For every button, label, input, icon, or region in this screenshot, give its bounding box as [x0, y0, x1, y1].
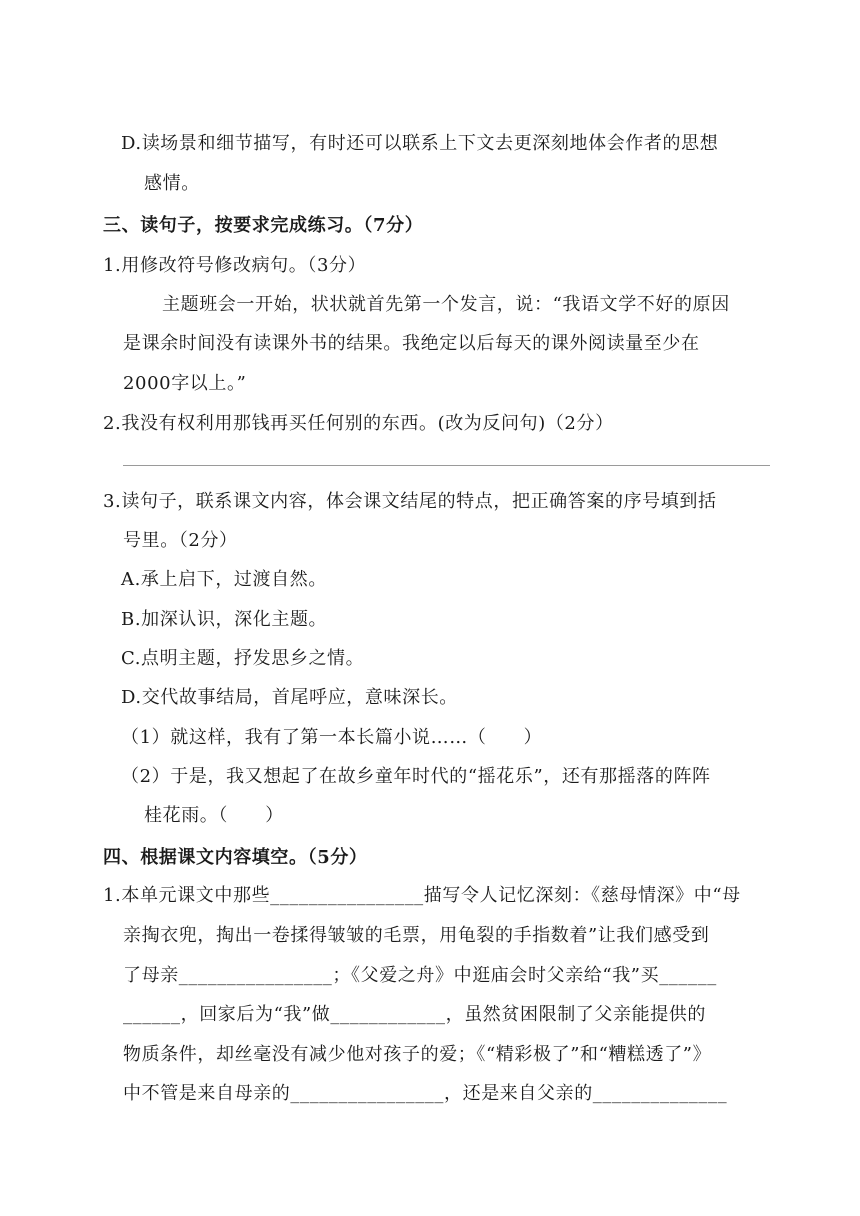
fill-blank-line2: 亲掏衣兜，掏出一卷揉得皱皱的毛票，用龟裂的手指数着”让我们感受到 — [123, 925, 710, 946]
fill-blank-line4: ______，回家后为“我”做____________，虽然贫困限制了父亲能提供的 — [123, 1004, 707, 1025]
option-a: A.承上启下，过渡自然。 — [121, 569, 327, 590]
section-4-heading: 四、根据课文内容填空。（5分） — [103, 847, 368, 868]
question-3-1-passage-line3: 2000字以上。” — [123, 373, 247, 394]
sub-question-2-line2: 桂花雨。（ ） — [144, 805, 284, 826]
answer-line[interactable] — [123, 465, 770, 466]
fill-blank-line6: 中不管是来自母亲的________________，还是来自父亲的______________ — [123, 1083, 728, 1104]
option-d-text-line2: 感情。 — [144, 173, 200, 194]
fill-blank-line1: 1.本单元课文中那些________________描写令人记忆深刻：《慈母情深》中“母 — [103, 885, 741, 906]
question-3-2-prompt: 2.我没有权利用那钱再买任何别的东西。(改为反问句)（2分） — [103, 413, 614, 434]
option-b: B.加深认识，深化主题。 — [121, 609, 328, 630]
option-c: C.点明主题，抒发思乡之情。 — [121, 648, 365, 669]
option-d-text-line1: D.读场景和细节描写，有时还可以联系上下文去更深刻地体会作者的思想 — [121, 133, 719, 154]
fill-blank-line3: 了母亲________________；《父爱之舟》中逛庙会时父亲给“我”买______ — [123, 965, 717, 986]
sub-question-1: （1）就这样，我有了第一本长篇小说……（ ） — [121, 727, 543, 748]
section-3-heading: 三、读句子，按要求完成练习。（7分） — [103, 215, 424, 236]
option-d: D.交代故事结局，首尾呼应，意味深长。 — [121, 687, 458, 708]
question-3-1-prompt: 1.用修改符号修改病句。（3分） — [103, 255, 367, 276]
question-3-3-prompt-line2: 号里。（2分） — [123, 530, 238, 551]
sub-question-2-line1: （2）于是，我又想起了在故乡童年时代的“摇花乐”，还有那摇落的阵阵 — [121, 766, 711, 787]
question-3-3-prompt-line1: 3.读句子，联系课文内容，体会课文结尾的特点，把正确答案的序号填到括 — [103, 491, 717, 512]
fill-blank-line5: 物质条件，却丝毫没有减少他对孩子的爱；《“精彩极了”和“糟糕透了”》 — [123, 1044, 712, 1065]
question-3-1-passage-line2: 是课余时间没有读课外书的结果。我绝定以后每天的课外阅读量至少在 — [123, 333, 700, 354]
question-3-1-passage-line1: 主题班会一开始，状状就首先第一个发言，说：“我语文学不好的原因 — [162, 294, 730, 315]
